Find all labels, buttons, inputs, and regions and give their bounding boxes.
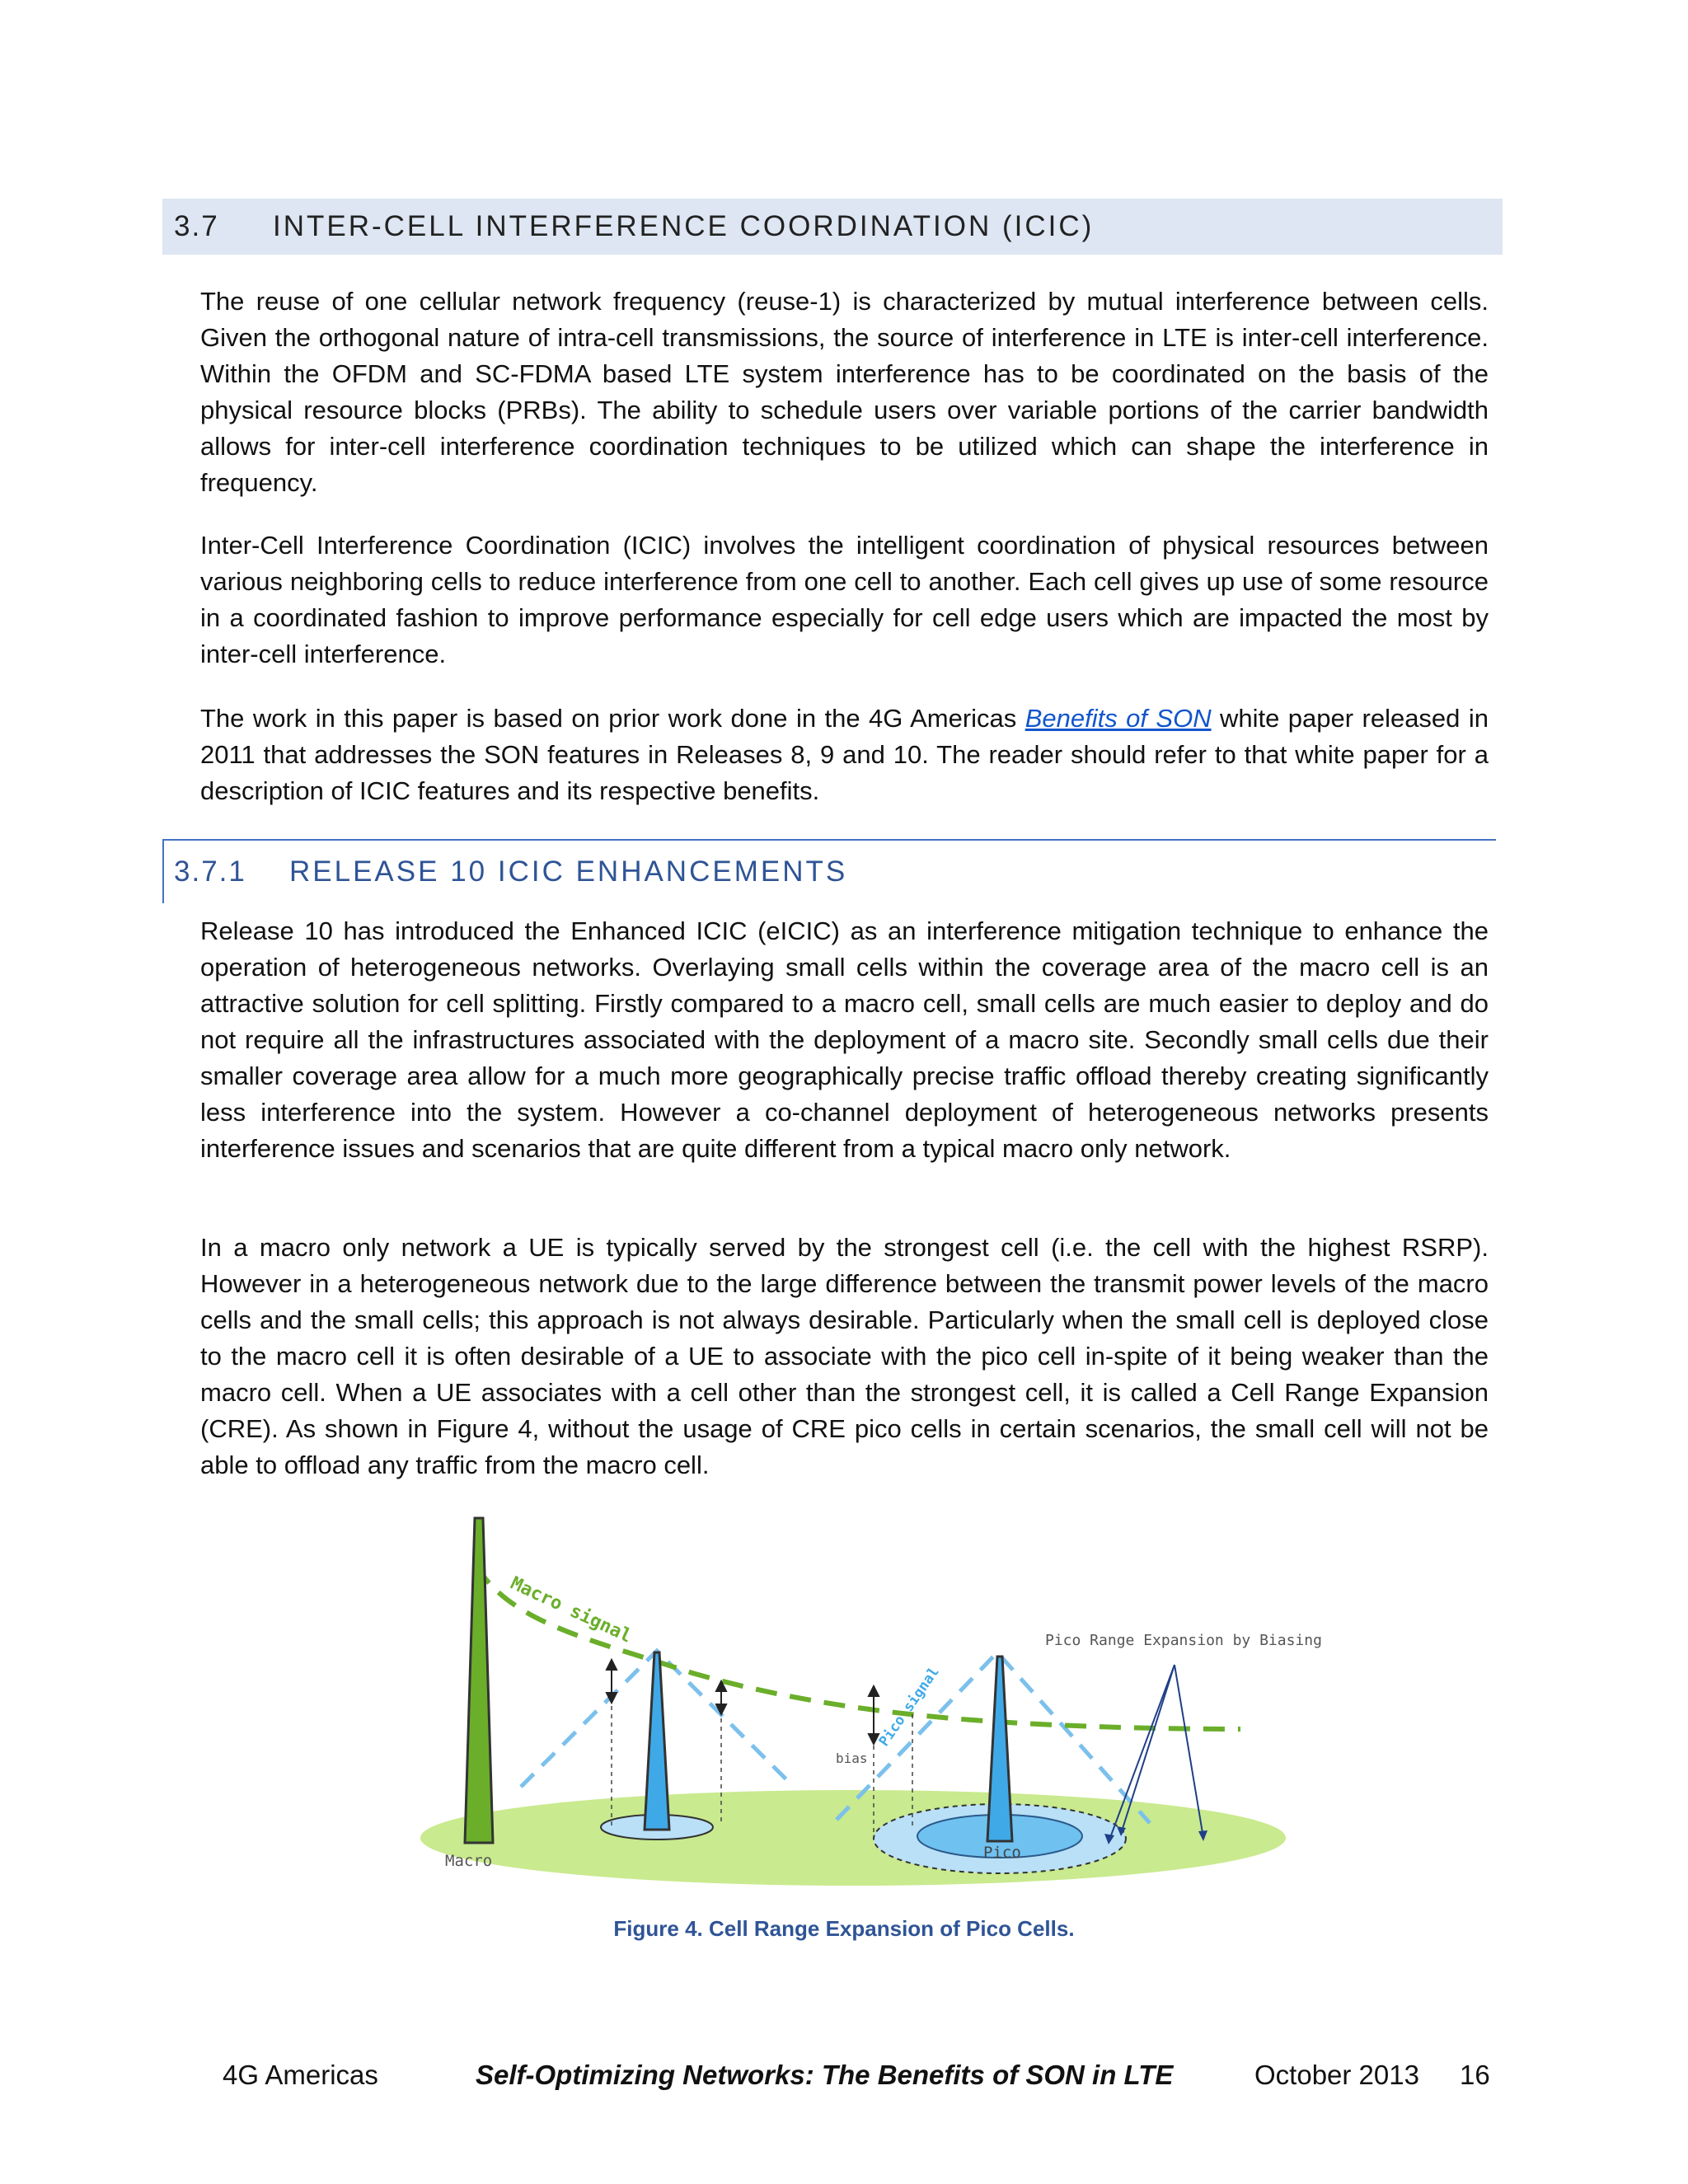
benefits-of-son-link[interactable]: Benefits of SON — [1025, 704, 1212, 733]
footer-title: Self-Optimizing Networks: The Benefits of SON in LTE — [476, 2060, 1174, 2090]
section-paragraph-3 — [200, 701, 1489, 809]
macro-coverage-area — [420, 1790, 1286, 1886]
subsection-paragraph-1: Release 10 has introduced the Enhanced ICIC (eICIC) as an interference mitigation technique to enhance the operation of heterogeneous networks. Overlaying small cells within the coverage area of the macro cell is an attractive solution for cell splitting. Firstly compared to a macro cell, small cells are much easier to deploy and do not require all the infrastructures associated with the deployment of a macro site. Secondly small cells due their smaller coverage area allow for a much more geographically precise traffic offload thereby creating significantly less interference into the system. However a co-channel deployment of heterogeneous networks presents interference issues and scenarios that are quite different from a typical macro only network. — [200, 916, 1489, 1163]
macro-tower — [465, 1518, 493, 1843]
section-paragraph-1: The reuse of one cellular network frequency (reuse-1) is characterized by mutual interference between cells. Given the orthogonal nature of intra-cell transmissions, the source of interference in LTE is inter-cell interference. Within the OFDM and SC-FDMA based LTE system interference has to be coordinated on the basis of the physical resource blocks (PRBs). The ability to schedule users over variable portions of the carrier bandwidth allows for inter-cell interference coordination techniques to be utilized which can shape the interference in frequency. — [200, 287, 1489, 497]
macro-signal-label: Macro signal — [507, 1572, 635, 1647]
cre-diagram — [346, 1508, 1335, 1896]
figure-caption: Figure 4. Cell Range Expansion of Pico Cells. — [613, 1916, 1075, 1941]
pico-label: Pico — [983, 1844, 1021, 1862]
paragraph-text: white paper released in 2011 that addresses the SON features in Releases 8, 9 and 10. The reader should refer to that white paper for a description of ICIC features and its respective benefits. — [200, 704, 1489, 805]
section-heading — [162, 199, 1503, 255]
footer-org: 4G Americas — [223, 2060, 378, 2090]
subsection-number: 3.7.1 — [174, 855, 246, 888]
subsection-heading — [162, 839, 1496, 903]
paragraph-text: The work in this paper is based on prior work done in the 4G Americas — [200, 704, 1025, 733]
macro-label: Macro — [445, 1852, 493, 1870]
section-title: INTER-CELL INTERFERENCE COORDINATION (ICIC) — [273, 210, 1095, 242]
section-paragraph-2: Inter-Cell Interference Coordination (ICIC) involves the intelligent coordination of physical resources between various neighboring cells to reduce interference from one cell to another. Each cell gives up use of some resource in a coordinated fashion to improve performance especially for cell edge users which are impacted the most by inter-cell interference. — [200, 531, 1489, 668]
pico-tower-near — [645, 1652, 669, 1830]
pico-tower-far — [987, 1657, 1012, 1841]
bias-arrow — [607, 1660, 617, 1703]
expansion-label: Pico Range Expansion by Biasing — [1045, 1632, 1322, 1649]
subsection-paragraph-2: In a macro only network a UE is typically served by the strongest cell (i.e. the cell with the highest RSRP). However in a heterogeneous network due to the large difference between the transmit power levels of the macro cells and the small cells; this approach is not always desirable. Particularly when the small cell is deployed close to the macro cell it is often desirable of a UE to associate with the pico cell in-spite of it being weaker than the macro cell. When a UE associates with a cell other than the strongest cell, it is called a Cell Range Expansion (CRE). As shown in Figure 4, without the usage of CRE pico cells in certain scenarios, the small cell will not be able to offload any traffic from the macro cell. — [200, 1233, 1489, 1479]
bias-label: bias — [836, 1750, 868, 1766]
subsection-title: RELEASE 10 ICIC ENHANCEMENTS — [289, 855, 848, 888]
cre-figure — [346, 1508, 1335, 1896]
pico-signal-label: Pico signal — [875, 1664, 943, 1750]
footer-date: October 2013 — [1254, 2060, 1419, 2090]
bias-arrow — [869, 1686, 879, 1744]
section-number: 3.7 — [174, 210, 219, 242]
page-number: 16 — [1460, 2060, 1490, 2090]
